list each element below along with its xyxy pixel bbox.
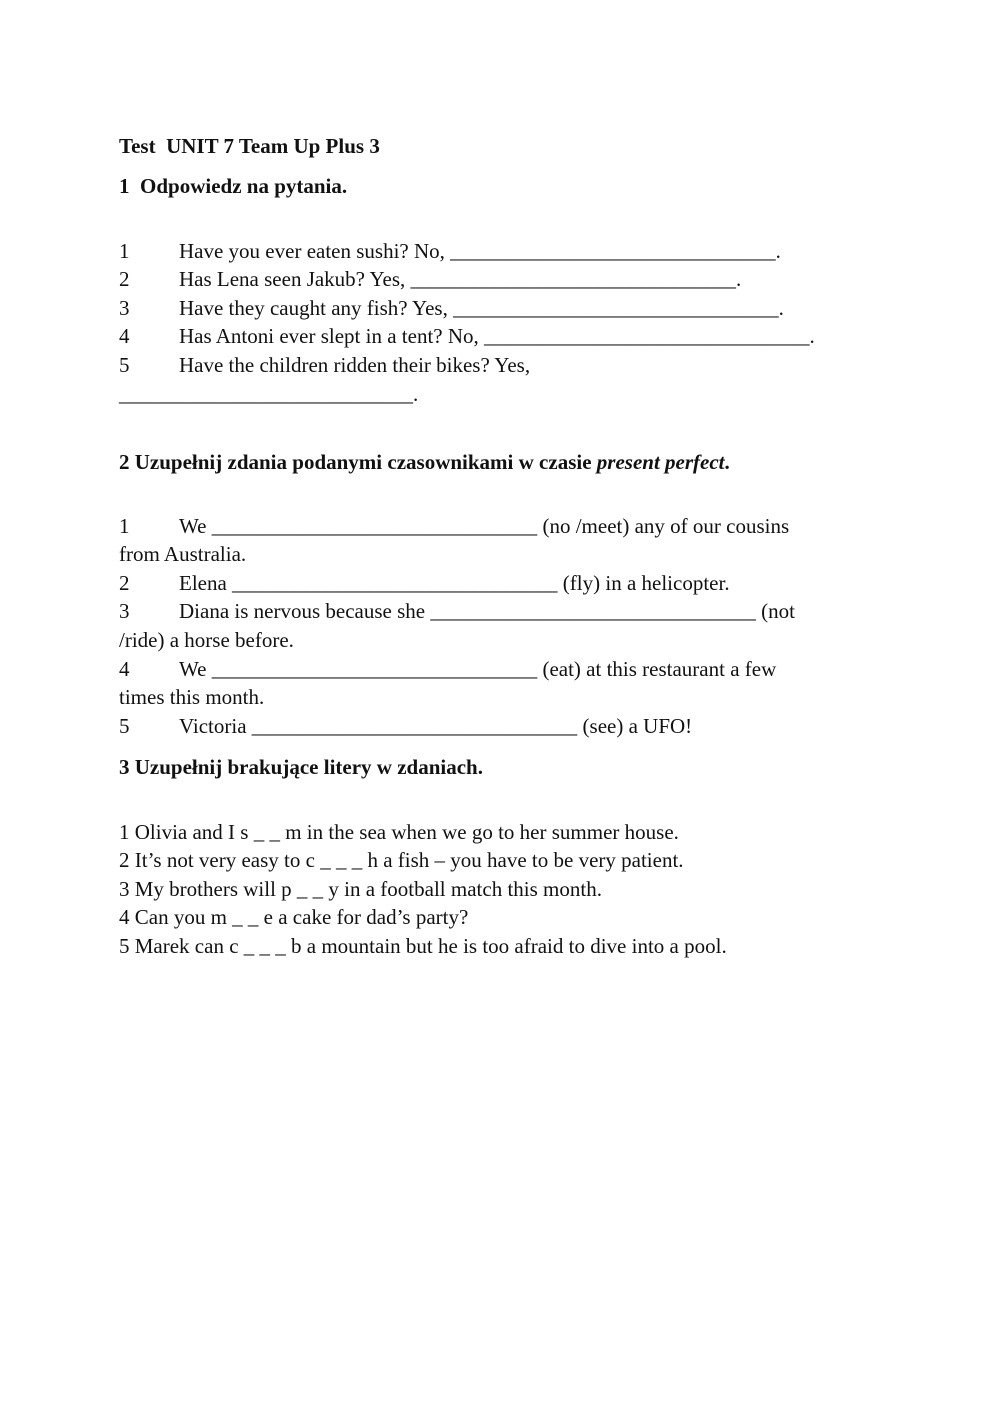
question-text: Have the children ridden their bikes? Yes, bbox=[179, 353, 531, 377]
item-number: 4 bbox=[119, 324, 130, 348]
item-number: 2 bbox=[119, 267, 130, 291]
fill-letters-sentence: 1 Olivia and I s _ _ m in the sea when we go to her summer house. bbox=[119, 820, 679, 844]
item-number: 3 bbox=[119, 296, 130, 320]
sentence-line: We _______________________________ (no /meet) any of our cousins bbox=[179, 514, 790, 538]
sentence-line: Elena _______________________________ (fly) in a helicopter. bbox=[179, 571, 730, 595]
question-text: Has Lena seen Jakub? Yes, _______________________________. bbox=[179, 267, 742, 291]
fill-letters-sentence: 3 My brothers will p _ _ y in a football match this month. bbox=[119, 877, 602, 901]
section3-heading: 3 Uzupełnij brakujące litery w zdaniach. bbox=[119, 755, 483, 779]
page-title: Test UNIT 7 Team Up Plus 3 bbox=[119, 134, 380, 158]
sentence-continuation: /ride) a horse before. bbox=[119, 628, 294, 652]
sentence-line: We _______________________________ (eat) at this restaurant a few bbox=[179, 657, 777, 681]
sentence-continuation: times this month. bbox=[119, 685, 265, 709]
fill-letters-sentence: 4 Can you m _ _ e a cake for dad’s party? bbox=[119, 905, 469, 929]
sentence-line: Diana is nervous because she _______________________________ (not bbox=[179, 599, 795, 623]
question-text: Have you ever eaten sushi? No, _______________________________. bbox=[179, 239, 781, 263]
item-number: 1 bbox=[119, 514, 130, 538]
question-text: Has Antoni ever slept in a tent? No, _______________________________. bbox=[179, 324, 815, 348]
item-number: 4 bbox=[119, 657, 130, 681]
item-number: 2 bbox=[119, 571, 130, 595]
sentence-continuation: from Australia. bbox=[119, 542, 247, 566]
item-number: 3 bbox=[119, 599, 130, 623]
sentence-line: Victoria _______________________________ (see) a UFO! bbox=[179, 714, 693, 738]
item-number: 5 bbox=[119, 353, 130, 377]
section2-heading bbox=[119, 448, 730, 476]
fill-letters-sentence: 2 It’s not very easy to c _ _ _ h a fish – you have to be very patient. bbox=[119, 848, 684, 872]
item-number: 5 bbox=[119, 714, 130, 738]
section2-heading-tense: present perfect bbox=[596, 450, 725, 474]
section2-heading-text: 2 Uzupełnij zdania podanymi czasownikami w czasie bbox=[119, 450, 597, 474]
answer-blank-continuation: ____________________________. bbox=[119, 382, 419, 406]
section2-heading-period: . bbox=[724, 450, 730, 474]
question-text: Have they caught any fish? Yes, _______________________________. bbox=[179, 296, 784, 320]
fill-letters-sentence: 5 Marek can c _ _ _ b a mountain but he is too afraid to dive into a pool. bbox=[119, 934, 727, 958]
item-number: 1 bbox=[119, 239, 130, 263]
section1-heading: 1 Odpowiedz na pytania. bbox=[119, 174, 348, 198]
